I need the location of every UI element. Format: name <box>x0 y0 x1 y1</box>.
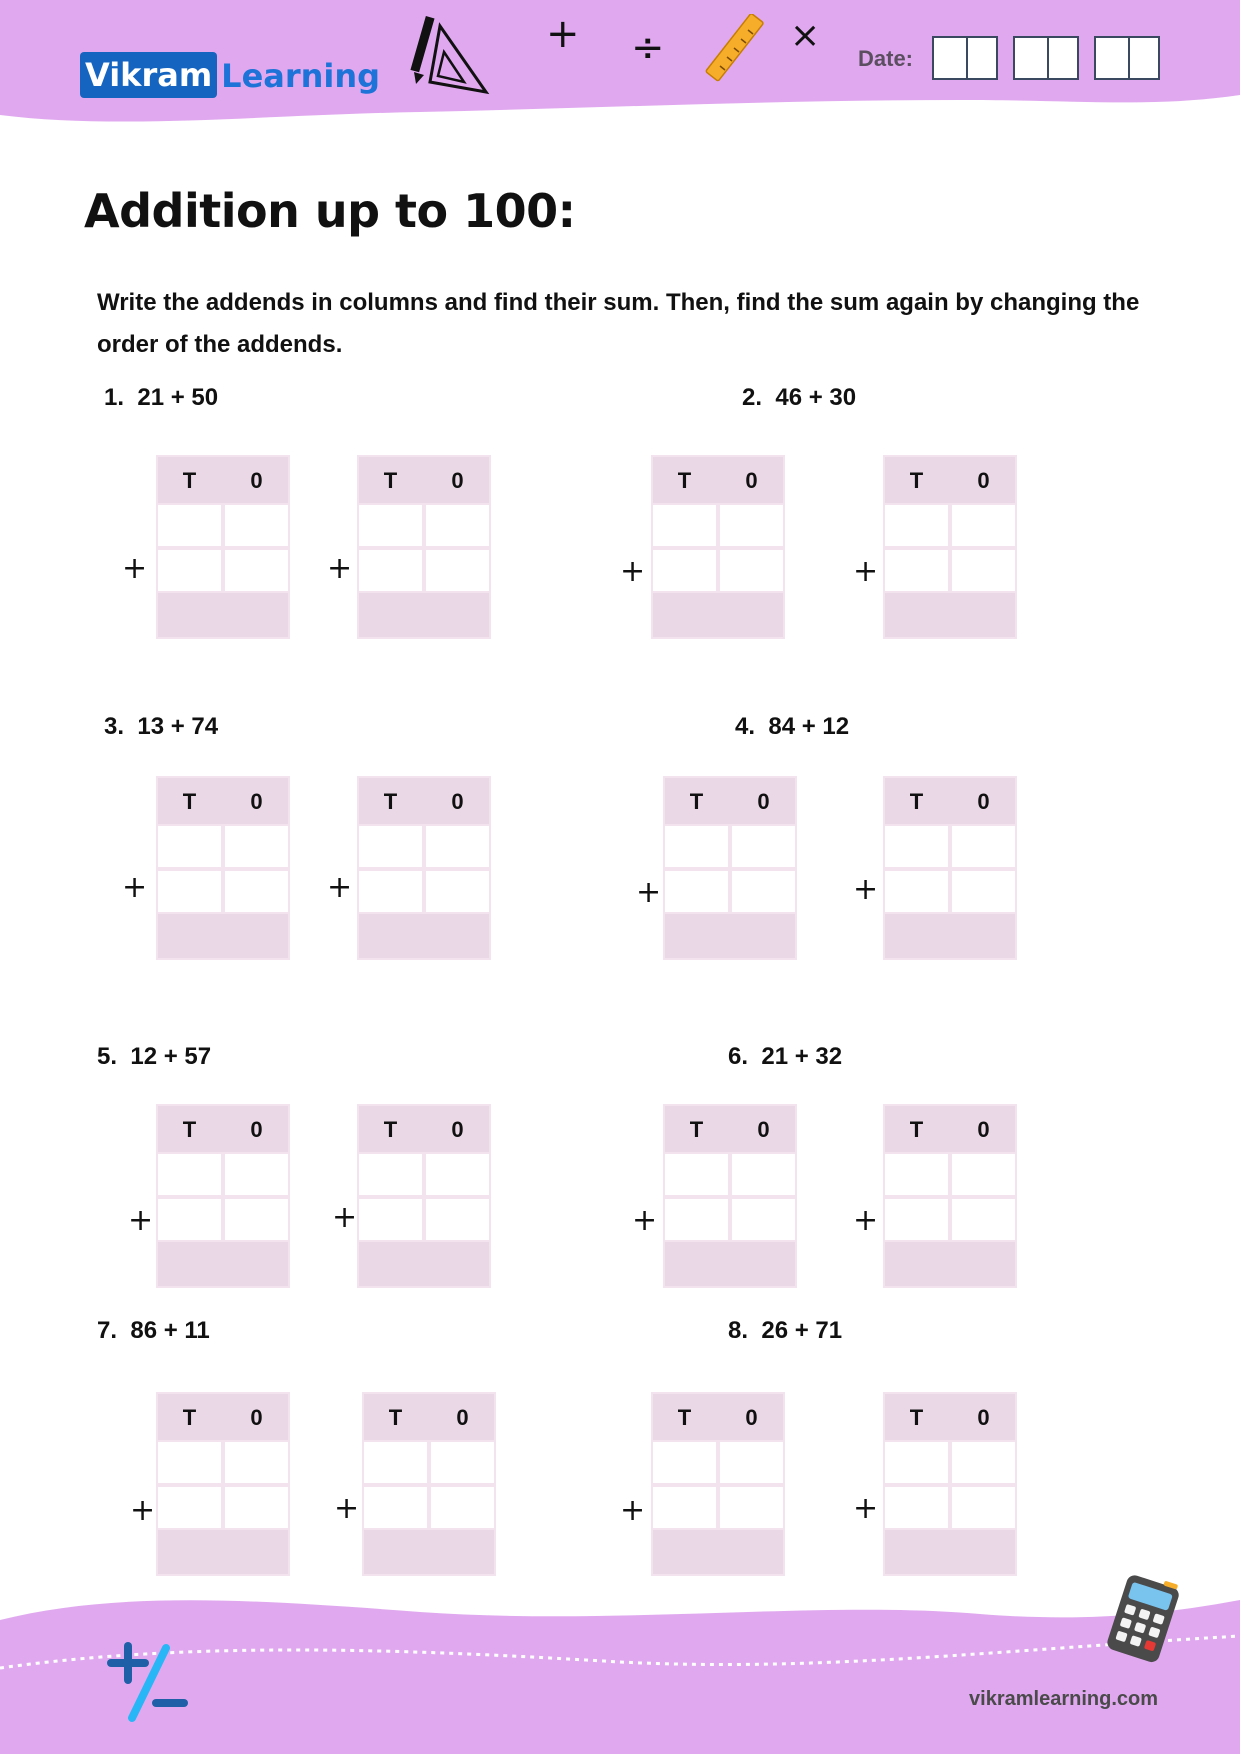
ones-cell-addend-2[interactable] <box>950 1485 1017 1530</box>
sum-row[interactable] <box>883 1530 1017 1576</box>
worksheet-title: Addition up to 100: <box>84 184 576 238</box>
column-header-row <box>357 455 491 503</box>
place-value-grid <box>156 455 290 639</box>
tens-cell-addend-1[interactable] <box>156 824 223 869</box>
sum-row[interactable] <box>156 914 290 960</box>
place-value-grid <box>156 1104 290 1288</box>
tens-header: T <box>909 1117 924 1142</box>
column-header-row <box>362 1392 496 1440</box>
ones-cell-addend-2[interactable] <box>950 869 1017 914</box>
tens-header: T <box>383 1117 398 1142</box>
sum-row[interactable] <box>357 1242 491 1288</box>
plus-sign: + <box>334 1491 360 1526</box>
column-header-row <box>883 1392 1017 1440</box>
tens-cell-addend-2[interactable] <box>362 1485 429 1530</box>
plus-sign: + <box>128 1203 154 1238</box>
plus-sign: + <box>620 1493 646 1528</box>
plus-icon: + <box>546 11 580 57</box>
tens-cell-addend-2[interactable] <box>663 869 730 914</box>
plus-sign: + <box>620 554 646 589</box>
tens-header: T <box>182 1117 197 1142</box>
tens-header: T <box>909 468 924 493</box>
tens-header: T <box>182 1405 197 1430</box>
sum-row[interactable] <box>651 593 785 639</box>
question-label: 7. 86 + 11 <box>97 1317 210 1344</box>
ones-header: 0 <box>451 1117 464 1142</box>
tens-cell-addend-1[interactable] <box>156 503 223 548</box>
sum-row[interactable] <box>357 914 491 960</box>
footer-website[interactable]: vikramlearning.com <box>969 1688 1158 1710</box>
place-value-grid <box>357 1104 491 1288</box>
ones-cell-addend-2[interactable] <box>223 548 290 593</box>
tens-header: T <box>182 789 197 814</box>
tens-cell-addend-2[interactable] <box>651 548 718 593</box>
ones-cell-addend-1[interactable] <box>730 1152 797 1197</box>
tens-cell-addend-1[interactable] <box>156 1440 223 1485</box>
ones-cell-addend-2[interactable] <box>223 1485 290 1530</box>
tens-header: T <box>677 1405 692 1430</box>
ones-header: 0 <box>451 468 464 493</box>
date-day-box[interactable] <box>932 36 998 80</box>
place-value-grid <box>651 1392 785 1576</box>
tens-cell-addend-2[interactable] <box>357 1197 424 1242</box>
tens-cell-addend-1[interactable] <box>357 1152 424 1197</box>
tens-header: T <box>689 789 704 814</box>
tens-cell-addend-2[interactable] <box>357 548 424 593</box>
tens-cell-addend-1[interactable] <box>362 1440 429 1485</box>
ones-cell-addend-2[interactable] <box>950 1197 1017 1242</box>
tens-cell-addend-2[interactable] <box>663 1197 730 1242</box>
question-label: 4. 84 + 12 <box>735 713 850 740</box>
place-value-grid <box>156 1392 290 1576</box>
tens-header: T <box>182 468 197 493</box>
tens-cell-addend-1[interactable] <box>663 1152 730 1197</box>
tens-cell-addend-1[interactable] <box>651 1440 718 1485</box>
tens-cell-addend-2[interactable] <box>883 1197 950 1242</box>
sum-row[interactable] <box>156 593 290 639</box>
ones-cell-addend-2[interactable] <box>223 1197 290 1242</box>
ones-header: 0 <box>745 1405 758 1430</box>
tens-cell-addend-1[interactable] <box>883 503 950 548</box>
column-header-row <box>663 776 797 824</box>
ones-header: 0 <box>250 1405 263 1430</box>
ones-cell-addend-1[interactable] <box>223 1152 290 1197</box>
tens-cell-addend-1[interactable] <box>156 1152 223 1197</box>
sum-row[interactable] <box>883 593 1017 639</box>
logo-part-2: Learning <box>221 57 381 95</box>
tens-cell-addend-1[interactable] <box>357 503 424 548</box>
ones-cell-addend-1[interactable] <box>223 1440 290 1485</box>
tens-header: T <box>677 468 692 493</box>
tens-cell-addend-2[interactable] <box>156 1197 223 1242</box>
column-header-row <box>156 776 290 824</box>
ones-cell-addend-1[interactable] <box>424 824 491 869</box>
column-header-row <box>156 455 290 503</box>
ones-cell-addend-2[interactable] <box>730 1197 797 1242</box>
ones-header: 0 <box>977 1405 990 1430</box>
tens-cell-addend-1[interactable] <box>883 1152 950 1197</box>
question-label: 8. 26 + 71 <box>728 1317 843 1344</box>
tens-cell-addend-1[interactable] <box>357 824 424 869</box>
ones-header: 0 <box>250 789 263 814</box>
ones-cell-addend-2[interactable] <box>429 1485 496 1530</box>
plus-sign: + <box>853 872 879 907</box>
ones-header: 0 <box>757 789 770 814</box>
plus-sign: + <box>122 870 148 905</box>
column-header-row <box>156 1392 290 1440</box>
sum-row[interactable] <box>663 914 797 960</box>
column-header-row <box>663 1104 797 1152</box>
tens-header: T <box>383 789 398 814</box>
ones-cell-addend-1[interactable] <box>424 1152 491 1197</box>
sum-row[interactable] <box>883 1242 1017 1288</box>
tens-cell-addend-1[interactable] <box>883 824 950 869</box>
place-value-grid <box>663 1104 797 1288</box>
ones-header: 0 <box>977 1117 990 1142</box>
plus-sign: + <box>327 551 353 586</box>
sum-row[interactable] <box>651 1530 785 1576</box>
divide-icon: ÷ <box>631 25 665 71</box>
tens-header: T <box>689 1117 704 1142</box>
place-value-grid <box>362 1392 496 1576</box>
plus-sign: + <box>632 1203 658 1238</box>
place-value-grid <box>883 455 1017 639</box>
ones-cell-addend-1[interactable] <box>718 1440 785 1485</box>
date-label: Date: <box>858 46 914 71</box>
ones-cell-addend-1[interactable] <box>950 1440 1017 1485</box>
plus-sign: + <box>636 875 662 910</box>
column-header-row <box>156 1104 290 1152</box>
plus-sign: + <box>853 1491 879 1526</box>
plus-sign: + <box>122 551 148 586</box>
ones-cell-addend-2[interactable] <box>223 869 290 914</box>
plus-sign: + <box>332 1200 358 1235</box>
calculator-icon <box>1102 1574 1186 1664</box>
ones-cell-addend-2[interactable] <box>424 1197 491 1242</box>
ones-cell-addend-1[interactable] <box>730 824 797 869</box>
tens-header: T <box>909 1405 924 1430</box>
plus-sign: + <box>853 554 879 589</box>
tens-cell-addend-2[interactable] <box>883 1485 950 1530</box>
place-value-grid <box>883 776 1017 960</box>
ones-header: 0 <box>745 468 758 493</box>
plus-minus-icon <box>104 1640 200 1724</box>
sum-row[interactable] <box>663 1242 797 1288</box>
plus-sign: + <box>130 1493 156 1528</box>
tens-cell-addend-2[interactable] <box>156 869 223 914</box>
question-label: 5. 12 + 57 <box>97 1043 212 1070</box>
ones-cell-addend-1[interactable] <box>950 824 1017 869</box>
sum-row[interactable] <box>362 1530 496 1576</box>
ones-header: 0 <box>250 468 263 493</box>
ones-cell-addend-2[interactable] <box>424 548 491 593</box>
ones-cell-addend-2[interactable] <box>718 1485 785 1530</box>
tens-header: T <box>909 789 924 814</box>
tens-cell-addend-2[interactable] <box>651 1485 718 1530</box>
sum-row[interactable] <box>156 1530 290 1576</box>
column-header-row <box>883 1104 1017 1152</box>
ones-cell-addend-2[interactable] <box>424 869 491 914</box>
tens-cell-addend-1[interactable] <box>651 503 718 548</box>
ones-header: 0 <box>977 789 990 814</box>
column-header-row <box>651 1392 785 1440</box>
column-header-row <box>651 455 785 503</box>
place-value-grid <box>651 455 785 639</box>
column-header-row <box>357 1104 491 1152</box>
date-month-box[interactable] <box>1013 36 1079 80</box>
ones-cell-addend-1[interactable] <box>429 1440 496 1485</box>
sum-row[interactable] <box>156 1242 290 1288</box>
ones-cell-addend-1[interactable] <box>718 503 785 548</box>
tens-cell-addend-2[interactable] <box>156 548 223 593</box>
place-value-grid <box>883 1392 1017 1576</box>
tens-cell-addend-1[interactable] <box>663 824 730 869</box>
column-header-row <box>883 455 1017 503</box>
instructions: Write the addends in columns and find their sum. Then, find the sum again by changing the order of the addends. <box>97 289 1140 358</box>
tens-cell-addend-2[interactable] <box>156 1485 223 1530</box>
place-value-grid <box>357 776 491 960</box>
ruler-icon <box>700 14 764 82</box>
place-value-grid <box>883 1104 1017 1288</box>
place-value-grid <box>663 776 797 960</box>
place-value-grid <box>357 455 491 639</box>
plus-sign: + <box>853 1203 879 1238</box>
brand-logo[interactable] <box>80 52 380 98</box>
question-label: 3. 13 + 74 <box>104 713 219 740</box>
multiply-icon: × <box>790 15 821 56</box>
ones-cell-addend-1[interactable] <box>223 824 290 869</box>
ones-header: 0 <box>757 1117 770 1142</box>
plus-sign: + <box>327 870 353 905</box>
ones-cell-addend-1[interactable] <box>950 503 1017 548</box>
tens-header: T <box>383 468 398 493</box>
tens-cell-addend-2[interactable] <box>883 548 950 593</box>
ones-header: 0 <box>977 468 990 493</box>
column-header-row <box>883 776 1017 824</box>
question-label: 1. 21 + 50 <box>104 384 219 411</box>
ones-cell-addend-2[interactable] <box>730 869 797 914</box>
ones-cell-addend-2[interactable] <box>718 548 785 593</box>
ones-cell-addend-2[interactable] <box>950 548 1017 593</box>
tens-header: T <box>388 1405 403 1430</box>
sum-row[interactable] <box>883 914 1017 960</box>
date-year-box[interactable] <box>1094 36 1160 80</box>
ones-header: 0 <box>456 1405 469 1430</box>
question-label: 6. 21 + 32 <box>728 1043 843 1070</box>
tens-cell-addend-1[interactable] <box>883 1440 950 1485</box>
column-header-row <box>357 776 491 824</box>
ones-cell-addend-1[interactable] <box>424 503 491 548</box>
tens-cell-addend-2[interactable] <box>883 869 950 914</box>
pencil-triangle-icon <box>410 12 490 96</box>
tens-cell-addend-2[interactable] <box>357 869 424 914</box>
ones-cell-addend-1[interactable] <box>950 1152 1017 1197</box>
sum-row[interactable] <box>357 593 491 639</box>
ones-header: 0 <box>250 1117 263 1142</box>
place-value-grid <box>156 776 290 960</box>
logo-part-1: Vikram <box>80 52 217 98</box>
ones-header: 0 <box>451 789 464 814</box>
question-label: 2. 46 + 30 <box>742 384 857 411</box>
ones-cell-addend-1[interactable] <box>223 503 290 548</box>
